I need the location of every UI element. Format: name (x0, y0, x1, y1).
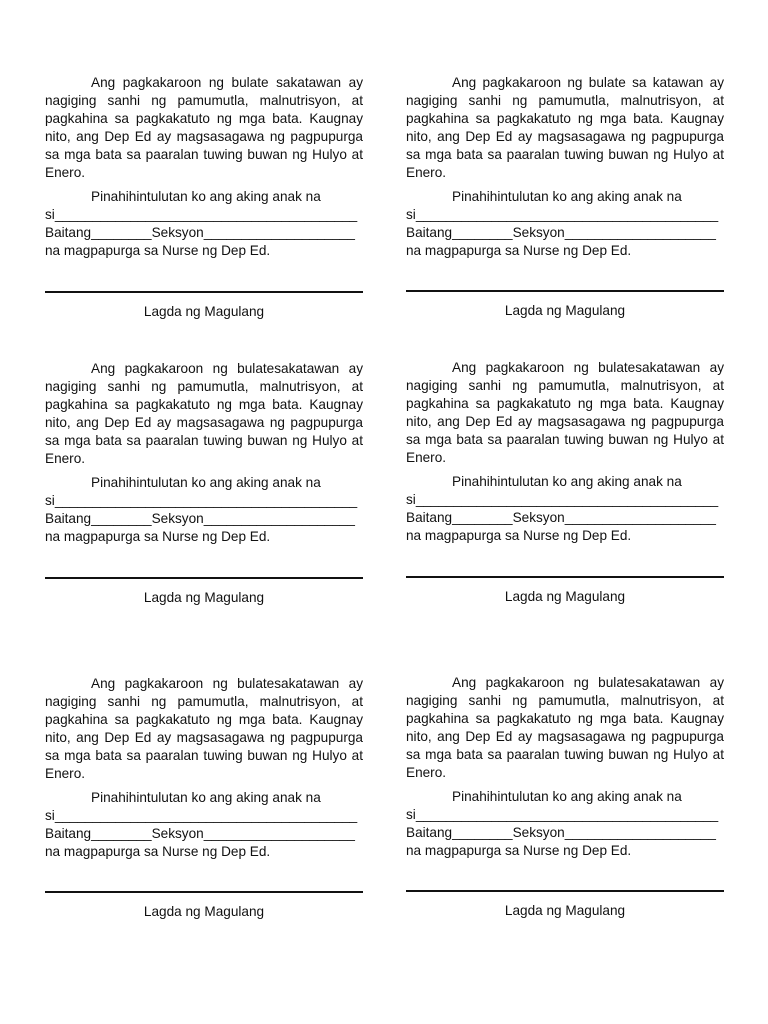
child-name-blank[interactable]: si________________________________________ (45, 493, 358, 508)
permission-intro: Pinahihintulutan ko ang aking anak na (452, 474, 682, 489)
signature-line[interactable] (406, 890, 724, 892)
permission-slip (406, 674, 724, 918)
slip-paragraph: Ang pagkakaroon ng bulate sakatawan ay nagiging sanhi ng pamumutla, malnutrisyon, at pagkahina sa pagkakatuto ng mga bata. Kaugnay nito, ang Dep Ed ay magsasagawa ng pagpupurga sa mga bata sa paaralan tuwing buwan ng Hulyo at Enero. (45, 75, 363, 180)
closing-line: na magpapurga sa Nurse ng Dep Ed. (45, 529, 271, 544)
permission-intro: Pinahihintulutan ko ang aking anak na (91, 475, 321, 490)
signature-line[interactable] (45, 291, 363, 293)
slip-paragraph: Ang pagkakaroon ng bulatesakatawan ay nagiging sanhi ng pamumutla, malnutrisyon, at pagkahina sa pagkakatuto ng mga bata. Kaugnay nito, ang Dep Ed ay magsasagawa ng pagpupurga sa mga bata sa paaralan tuwing buwan ng Hulyo at Enero. (406, 675, 724, 780)
signature-label: Lagda ng Magulang (143, 304, 265, 319)
grade-section-blank[interactable]: Baitang________Seksyon____________________ (406, 225, 716, 240)
permission-slip (45, 74, 363, 319)
signature-label: Lagda ng Magulang (143, 590, 265, 605)
grade-section-blank[interactable]: Baitang________Seksyon____________________ (45, 511, 355, 526)
closing-line: na magpapurga sa Nurse ng Dep Ed. (406, 528, 632, 543)
grade-section-blank[interactable]: Baitang________Seksyon____________________ (45, 826, 355, 841)
child-name-blank[interactable]: si________________________________________ (45, 207, 358, 222)
signature-line[interactable] (45, 577, 363, 579)
slip-paragraph: Ang pagkakaroon ng bulatesakatawan ay nagiging sanhi ng pamumutla, malnutrisyon, at pagkahina sa pagkakatuto ng mga bata. Kaugnay nito, ang Dep Ed ay magsasagawa ng pagpupurga sa mga bata sa paaralan tuwing buwan ng Hulyo at Enero. (45, 676, 363, 781)
slip-paragraph: Ang pagkakaroon ng bulatesakatawan ay nagiging sanhi ng pamumutla, malnutrisyon, at pagkahina sa pagkakatuto ng mga bata. Kaugnay nito, ang Dep Ed ay magsasagawa ng pagpupurga sa mga bata sa paaralan tuwing buwan ng Hulyo at Enero. (406, 360, 724, 465)
grade-section-blank[interactable]: Baitang________Seksyon____________________ (406, 510, 716, 525)
permission-slip (45, 675, 363, 919)
signature-label: Lagda ng Magulang (504, 589, 626, 604)
signature-line[interactable] (406, 576, 724, 578)
grade-section-blank[interactable]: Baitang________Seksyon____________________ (406, 825, 716, 840)
permission-slip (45, 360, 363, 605)
child-name-blank[interactable]: si________________________________________ (406, 207, 719, 222)
closing-line: na magpapurga sa Nurse ng Dep Ed. (45, 243, 271, 258)
signature-line[interactable] (45, 891, 363, 893)
permission-intro: Pinahihintulutan ko ang aking anak na (91, 189, 321, 204)
signature-label: Lagda ng Magulang (504, 903, 626, 918)
permission-intro: Pinahihintulutan ko ang aking anak na (452, 789, 682, 804)
permission-slip (406, 74, 724, 318)
closing-line: na magpapurga sa Nurse ng Dep Ed. (45, 844, 271, 859)
slip-paragraph: Ang pagkakaroon ng bulatesakatawan ay nagiging sanhi ng pamumutla, malnutrisyon, at pagkahina sa pagkakatuto ng mga bata. Kaugnay nito, ang Dep Ed ay magsasagawa ng pagpupurga sa mga bata sa paaralan tuwing buwan ng Hulyo at Enero. (45, 361, 363, 466)
permission-slip (406, 359, 724, 604)
permission-intro: Pinahihintulutan ko ang aking anak na (91, 790, 321, 805)
grade-section-blank[interactable]: Baitang________Seksyon____________________ (45, 225, 355, 240)
signature-label: Lagda ng Magulang (143, 904, 265, 919)
closing-line: na magpapurga sa Nurse ng Dep Ed. (406, 843, 632, 858)
permission-intro: Pinahihintulutan ko ang aking anak na (452, 189, 682, 204)
child-name-blank[interactable]: si________________________________________ (406, 492, 719, 507)
child-name-blank[interactable]: si________________________________________ (45, 808, 358, 823)
slip-paragraph: Ang pagkakaroon ng bulate sa katawan ay nagiging sanhi ng pamumutla, malnutrisyon, at pagkahina sa pagkakatuto ng mga bata. Kaugnay nito, ang Dep Ed ay magsasagawa ng pagpupurga sa mga bata sa paaralan tuwing buwan ng Hulyo at Enero. (406, 75, 724, 180)
signature-line[interactable] (406, 290, 724, 292)
signature-label: Lagda ng Magulang (504, 303, 626, 318)
child-name-blank[interactable]: si________________________________________ (406, 807, 719, 822)
closing-line: na magpapurga sa Nurse ng Dep Ed. (406, 243, 632, 258)
